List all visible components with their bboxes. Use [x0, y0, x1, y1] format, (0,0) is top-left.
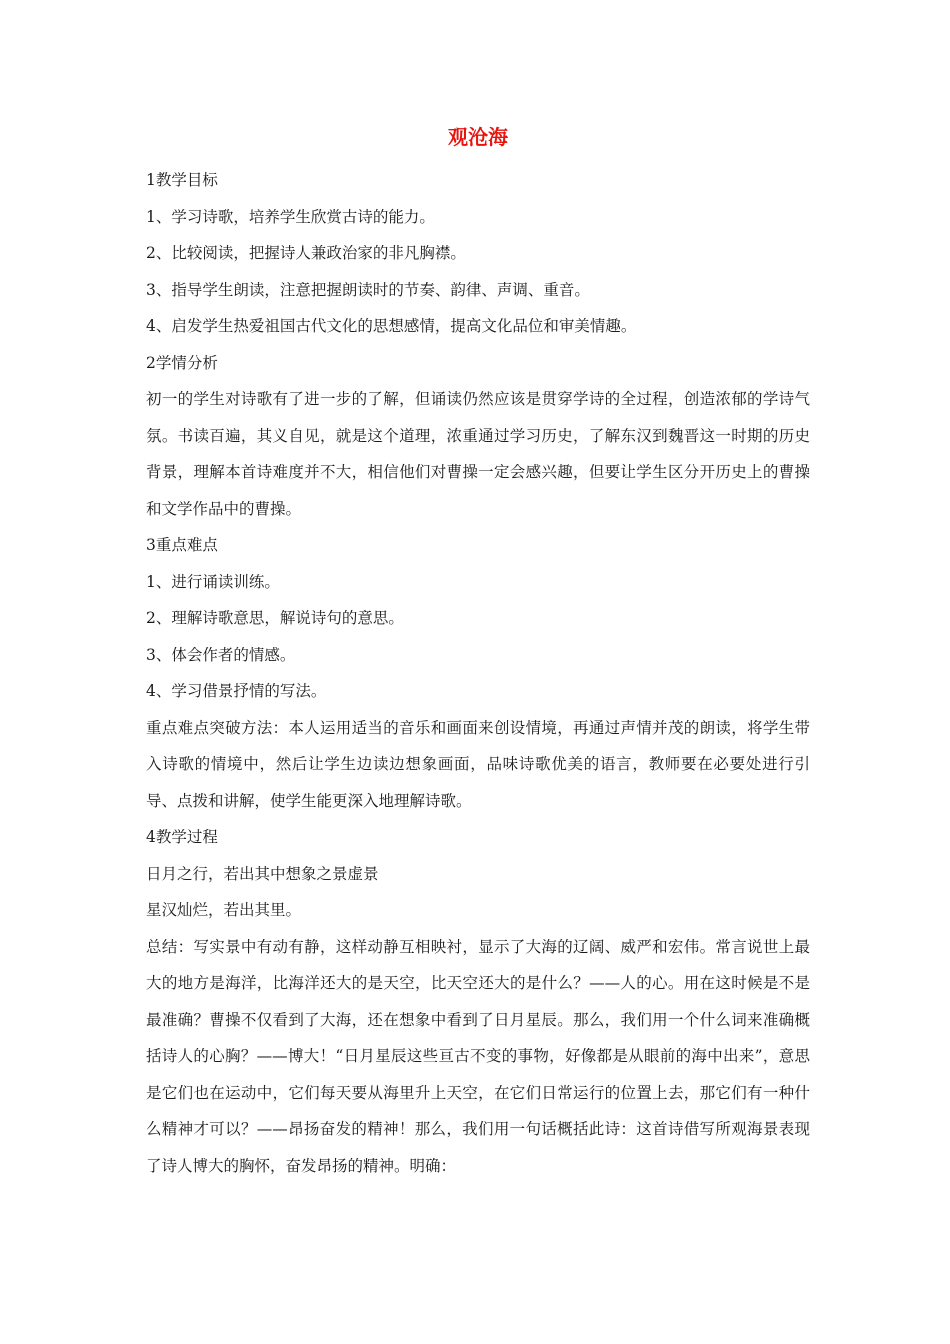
list-item: 3、体会作者的情感。	[146, 645, 296, 664]
section-teaching-goals	[146, 162, 810, 345]
section-heading: 2学情分析	[146, 353, 218, 372]
list-item: 2、理解诗歌意思，解说诗句的意思。	[146, 609, 404, 627]
list-item: 2、比较阅读，把握诗人兼政治家的非凡胸襟。	[146, 244, 466, 262]
list-item: 1、进行诵读训练。	[146, 572, 280, 591]
section-heading: 1教学目标	[146, 171, 218, 189]
list-item: 4、启发学生热爱祖国古代文化的思想感情，提高文化品位和审美情趣。	[146, 317, 637, 335]
poem-line: 日月之行，若出其中想象之景虚景	[146, 864, 379, 883]
section-heading: 3重点难点	[146, 536, 218, 554]
list-item: 1、学习诗歌，培养学生欣赏古诗的能力。	[146, 207, 435, 226]
list-item: 4、学习借景抒情的写法。	[146, 682, 327, 700]
section-key-points	[146, 527, 810, 819]
list-item: 3、指导学生朗读，注意把握朗读时的节奏、韵律、声调、重音。	[146, 280, 590, 299]
section-teaching-process	[146, 819, 810, 1184]
paragraph: 重点难点突破方法：本人运用适当的音乐和画面来创设情境，再通过声情并茂的朗读，将学生带入诗歌的情境中，然后让学生边读边想象画面，品味诗歌优美的语言，教师要在必要处进行引导、点拨和讲解，使学生能更深入地理解诗歌。	[146, 718, 810, 810]
poem-line: 星汉灿烂，若出其里。	[146, 901, 302, 919]
document-title: 观沧海	[448, 125, 508, 149]
paragraph: 初一的学生对诗歌有了进一步的了解，但诵读仍然应该是贯穿学诗的全过程，创造浓郁的学诗气氛。书读百遍，其义自见，就是这个道理，浓重通过学习历史，了解东汉到魏晋这一时期的历史背景，理解本首诗难度并不大，相信他们对曹操一定会感兴趣，但要让学生区分开历史上的曹操和文学作品中的曹操。	[146, 390, 810, 518]
section-heading: 4教学过程	[146, 828, 218, 846]
paragraph: 总结：写实景中有动有静，这样动静互相映衬，显示了大海的辽阔、威严和宏伟。常言说世上最大的地方是海洋，比海洋还大的是天空，比天空还大的是什么？——人的心。用在这时候是不是最准确？曹操不仅看到了大海，还在想象中看到了日月星辰。那么，我们用一个什么词来准确概括诗人的心胸？——博大！“日月星辰这些亘古不变的事物，好像都是从眼前的海中出来”，意思是它们也在运动中，它们每天要从海里升上天空，在它们日常运行的位置上去，那它们有一种什么精神才可以？——昂扬奋发的精神！那么，我们用一句话概括此诗：这首诗借写所观海景表现了诗人博大的胸怀，奋发昂扬的精神。明确：	[146, 937, 810, 1175]
section-student-analysis	[146, 345, 810, 528]
